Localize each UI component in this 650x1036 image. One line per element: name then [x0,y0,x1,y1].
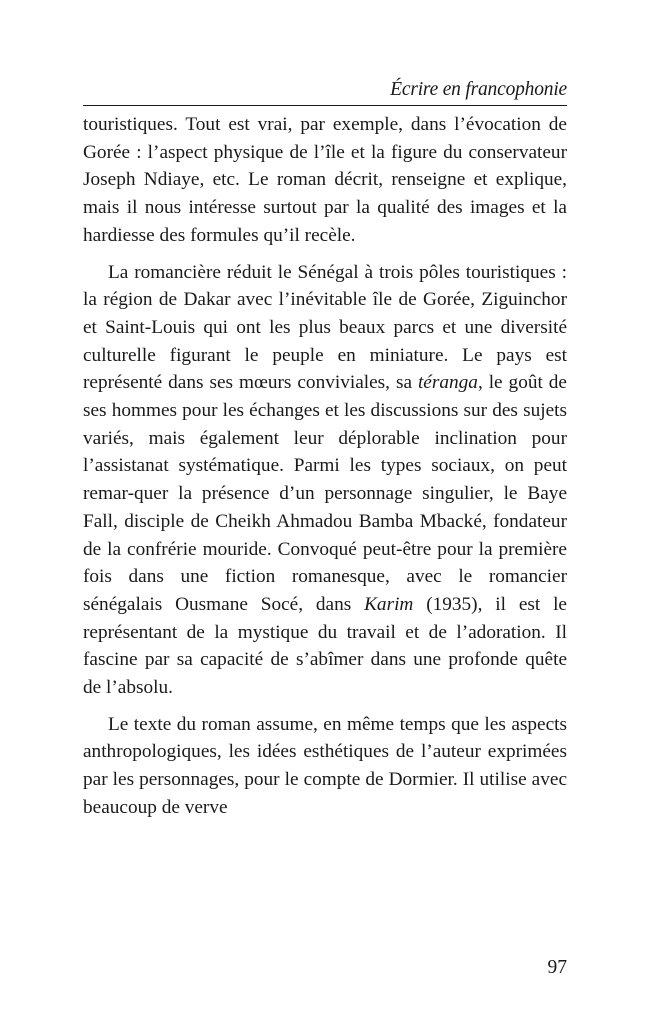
paragraph-2-part-3: (1935), il est le représentant de la mystique du travail et de l’adoration. Il fascine par sa capacité de s’abîmer dans une profonde quête de l’absolu. [83,593,567,699]
paragraph-2 [83,259,567,702]
paragraph-2-part-1: La romancière réduit le Sénégal à trois pôles touristiques : la région de Dakar avec l’inévitable île de Gorée, Ziguinchor et Saint-Louis qui ont les plus beaux parcs et une diversité culturelle figurant le peuple en miniature. Le pays est représenté dans ses mœurs conviviales, sa [83,261,567,394]
paragraph-1: touristiques. Tout est vrai, par exemple, dans l’évocation de Gorée : l’aspect physique de l’île et la figure du conservateur Joseph Ndiaye, etc. Le roman décrit, renseigne et explique, mais il nous intéresse surtout par la qualité des images et la hardiesse des formules qu’il recèle. [83,114,567,246]
header-rule [83,105,567,106]
paragraph-2-part-2: , le goût de ses hommes pour les échanges et les discussions sur des sujets variés, mais également leur déplorable inclination pour l’assistanat systématique. Parmi les types sociaux, on peut remar-quer la présence d’un personnage singulier, le Baye Fall, disciple de Cheikh Ahmadou Bamba Mbacké, fondateur de la confrérie mouride. Convoqué peut-être pour la première fois dans une fiction romanesque, avec le romancier sénégalais Ousmane Socé, dans [83,372,567,615]
running-header-title: Écrire en francophonie [390,79,567,100]
italic-karim: Karim [364,593,414,615]
paragraph-3: Le texte du roman assume, en même temps que les aspects anthropologiques, les idées esthétiques de l’auteur exprimées par les personnages, pour le compte de Dormier. Il utilise avec beaucoup de verve [83,713,567,818]
italic-teranga: téranga [417,372,478,394]
body-text [83,111,567,822]
page-number: 97 [547,957,567,978]
